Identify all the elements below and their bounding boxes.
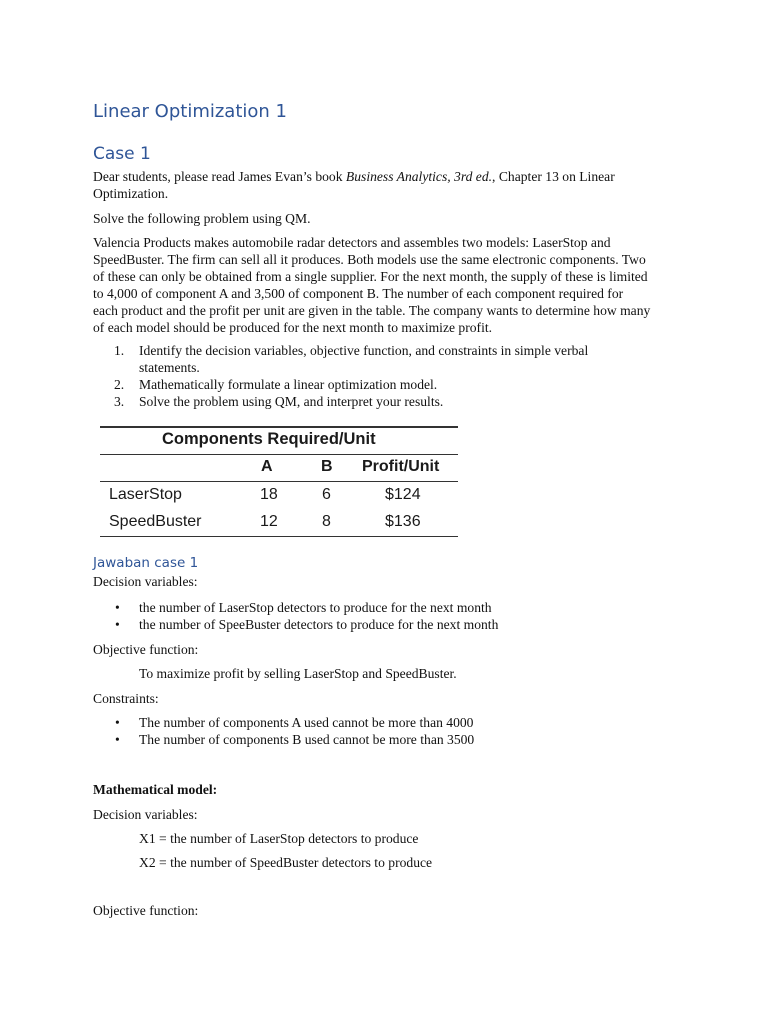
document-title: Linear Optimization 1 <box>93 101 287 122</box>
case-heading: Case 1 <box>93 144 151 164</box>
task-item-1 <box>93 342 683 376</box>
objective-text: To maximize profit by selling LaserStop and SpeedBuster. <box>139 666 457 681</box>
row-name: SpeedBuster <box>109 513 202 530</box>
model-heading <box>93 781 683 798</box>
table-caption: Components Required/Unit <box>162 430 376 448</box>
task-text: Identify the decision variables, objective function, and constraints in simple verbal <box>139 343 589 358</box>
list-item: • The number of components B used cannot be more than 3500 <box>93 731 683 748</box>
task-text: Mathematically formulate a linear optimization model. <box>139 377 438 392</box>
column-header-profit: Profit/Unit <box>362 458 440 475</box>
row-profit: $124 <box>385 486 421 503</box>
model-objective-label: Objective function: <box>93 903 199 918</box>
problem-line: SpeedBuster. The firm can sell all it produces. Both models use the same electronic components. Two <box>93 252 646 267</box>
table-bottom-rule <box>100 536 458 537</box>
task-item-2 <box>93 376 683 393</box>
task-text: statements. <box>139 360 200 375</box>
row-value-b: 6 <box>322 486 331 503</box>
x2-definition: X2 = the number of SpeedBuster detectors to produce <box>139 855 433 870</box>
problem-paragraph <box>93 234 683 336</box>
intro-text: Dear students, please read James Evan’s book <box>93 169 346 184</box>
model-decision-label: Decision variables: <box>93 807 198 822</box>
constraints-list <box>93 714 683 748</box>
column-header-a: A <box>261 458 273 475</box>
components-table <box>100 426 458 537</box>
decision-variables-list <box>93 599 683 633</box>
intro-line-2: Optimization. <box>93 186 169 201</box>
task-item-3 <box>93 393 683 410</box>
column-header-b: B <box>321 458 333 475</box>
x1-definition: X1 = the number of LaserStop detectors to produce <box>139 831 419 846</box>
intro-text-after: , Chapter 13 on Linear <box>492 169 615 184</box>
task-number: 3. <box>114 394 125 409</box>
list-item: • the number of SpeeBuster detectors to produce for the next month <box>93 616 683 633</box>
decision-variables-label: Decision variables: <box>93 574 198 589</box>
row-value-a: 12 <box>260 513 278 530</box>
task-text: Solve the problem using QM, and interpret your results. <box>139 394 444 409</box>
problem-line: to 4,000 of component A and 3,500 of component B. The number of each component required for <box>93 286 624 301</box>
task-number: 2. <box>114 377 125 392</box>
task-list <box>93 342 683 410</box>
task-number: 1. <box>114 343 125 358</box>
list-item: • The number of components A used cannot be more than 4000 <box>93 714 683 731</box>
problem-line: Valencia Products makes automobile radar detectors and assembles two models: LaserStop and <box>93 235 611 250</box>
row-value-a: 18 <box>260 486 278 503</box>
answer-heading: Jawaban case 1 <box>93 555 199 571</box>
problem-line: of each model should be produced for the next month to maximize profit. <box>93 320 493 335</box>
table-rule <box>100 454 458 455</box>
row-name: LaserStop <box>109 486 182 503</box>
table-rule <box>100 481 458 482</box>
row-value-b: 8 <box>322 513 331 530</box>
intro-line-1 <box>93 168 683 185</box>
problem-line: each product and the profit per unit are given in the table. The company wants to determine how many <box>93 303 651 318</box>
table-top-rule <box>100 426 458 428</box>
problem-line: of these can only be obtained from a single supplier. For the next month, the supply of these is limited <box>93 269 648 284</box>
list-item: • the number of LaserStop detectors to produce for the next month <box>93 599 683 616</box>
objective-label: Objective function: <box>93 642 199 657</box>
row-profit: $136 <box>385 513 421 530</box>
solve-instruction: Solve the following problem using QM. <box>93 211 311 226</box>
model-heading-text: Mathematical model: <box>93 782 218 797</box>
intro-paragraph <box>93 168 683 202</box>
constraints-label: Constraints: <box>93 691 159 706</box>
book-title: Business Analytics, 3rd ed. <box>345 169 493 184</box>
